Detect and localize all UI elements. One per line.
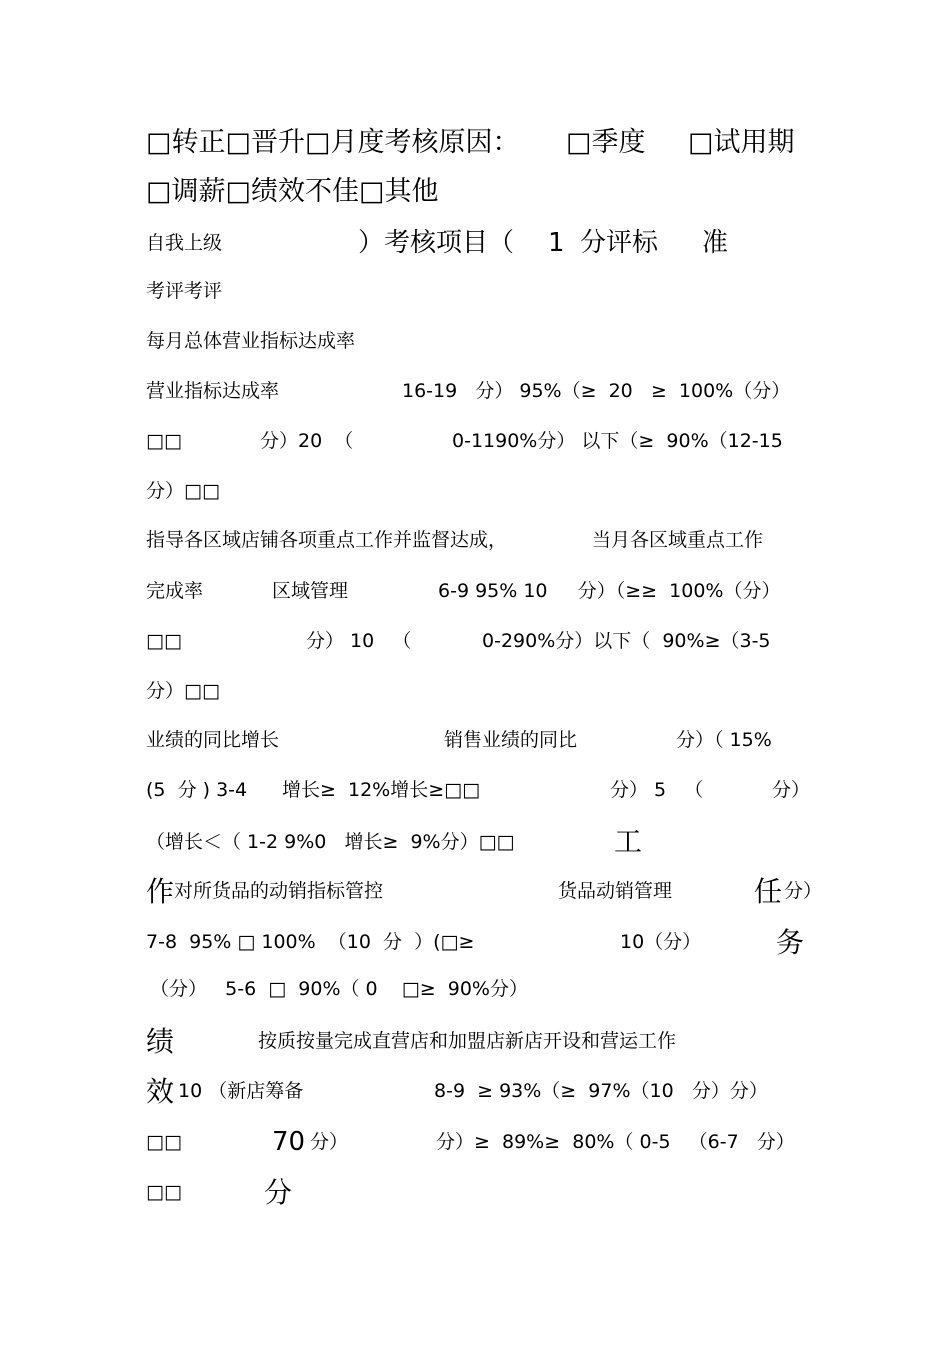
regional-score-4: 分）□□ (146, 680, 220, 702)
new-store-text: 按质按量完成直营店和加盟店新店开设和营运工作 (258, 1030, 677, 1052)
yoy-score-6: （增长＜（ 1-2 9%0 增长≥ 9%分）□□ (146, 831, 515, 853)
score-one: 1 (548, 228, 565, 258)
wu-char: 务 (776, 926, 805, 959)
yoy-score-1: 分）（ 15% (676, 729, 772, 751)
regional-guidance-text: 指导各区域店铺各项重点工作并监督达成， (146, 529, 508, 551)
regional-score-1: 6-9 95% 10 分）（≥≥ 100%（分） (438, 580, 781, 602)
checkbox-probation: □试用期 (688, 127, 795, 158)
performance-total-unit: 分） (310, 1131, 349, 1153)
goods-turnover-text: 对所货品的动销指标管控 (174, 880, 384, 902)
standard-suffix: 准 (702, 228, 729, 258)
yoy-score-3: 增长≥ 12%增长≥□□ (282, 779, 481, 801)
ji-char: 绩 (146, 1025, 175, 1058)
xiao-char: 效 (146, 1075, 175, 1108)
sales-target-rate-label: 营业指标达成率 (146, 380, 280, 402)
reason-line-1: □转正□晋升□月度考核原因： (146, 127, 520, 158)
regional-score-2: 分） 10 （ (306, 630, 412, 652)
score-unit-char: 分 (264, 1176, 293, 1209)
regional-key-work-text: 当月各区域重点工作 (592, 529, 764, 551)
new-store-checkboxes: □□ (146, 1131, 182, 1153)
self-supervisor-label: 自我上级 (146, 232, 223, 254)
new-store-prep-label: 10 （新店筹备 (178, 1080, 304, 1102)
yoy-growth-label: 业绩的同比增长 (146, 729, 280, 751)
new-store-checkboxes-2: □□ (146, 1181, 182, 1203)
goods-score-1: 分） (784, 880, 823, 902)
regional-management-label: 区域管理 (272, 580, 349, 602)
regional-score-3: 0-290%分）以下（ 90%≥（3-5 (482, 630, 771, 652)
new-store-score-2: 分）≥ 89%≥ 80%（ 0-5 （6-7 分） (436, 1131, 795, 1153)
checkbox-quarterly: □季度 (566, 127, 646, 158)
assessment-item-header: ）考核项目（ (358, 228, 515, 258)
goods-score-3: 10（分） (620, 931, 702, 953)
evaluation-label: 考评考评 (146, 280, 223, 302)
performance-total-70: 70 (272, 1127, 306, 1157)
goods-score-4: （分） 5-6 □ 90%（ 0 □≥ 90%分） (150, 978, 528, 1000)
reason-line-2: □调薪□绩效不佳□其他 (146, 176, 439, 207)
goods-turnover-label: 货品动销管理 (558, 880, 673, 902)
monthly-target-title: 每月总体营业指标达成率 (146, 330, 356, 352)
work-char: 工 (614, 825, 643, 858)
completion-rate-label: 完成率 (146, 580, 204, 602)
sales-target-score-3: 0-1190%分） 以下（≥ 90%（12-15 (452, 430, 783, 452)
regional-checkboxes: □□ (146, 630, 182, 652)
sales-target-checkboxes: □□ (146, 430, 182, 452)
yoy-score-4: 分） 5 （ (610, 779, 704, 801)
scoring-standard: 分评标 (580, 228, 659, 258)
sales-target-score-4: 分）□□ (146, 480, 220, 502)
sales-target-score-2: 分）20 （ (260, 430, 354, 452)
task-char: 任 (754, 875, 783, 908)
yoy-score-2: (5 分 ) 3-4 (146, 779, 248, 801)
goods-score-2: 7-8 95% □ 100% （10 分 ）(□≥ (146, 931, 475, 953)
sales-target-score-1: 16-19 分） 95%（≥ 20 ≥ 100%（分） (402, 380, 791, 402)
sales-yoy-label: 销售业绩的同比 (444, 729, 578, 751)
zuo-char: 作 (146, 875, 175, 908)
new-store-score-1: 8-9 ≥ 93%（≥ 97%（10 分）分） (434, 1080, 768, 1102)
yoy-score-5: 分） (772, 779, 811, 801)
